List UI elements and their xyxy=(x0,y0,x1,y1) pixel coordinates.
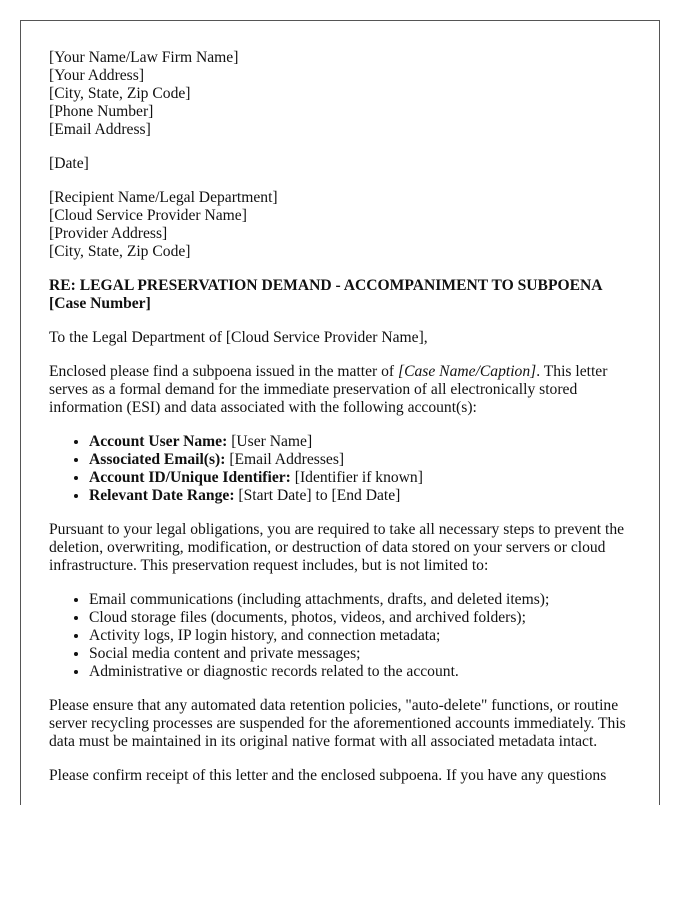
account-item-label: Account ID/Unique Identifier: xyxy=(89,469,291,486)
list-item: • Cloud storage files (documents, photos, videos, and archived folders); xyxy=(89,609,639,627)
list-item xyxy=(89,469,639,487)
list-item: • Email communications (including attachments, drafts, and deleted items); xyxy=(89,591,639,609)
account-item-label: Account User Name: xyxy=(89,433,228,450)
list-item xyxy=(89,451,639,469)
salutation: To the Legal Department of [Cloud Service Provider Name], xyxy=(49,329,428,346)
list-item: • Activity logs, IP login history, and connection metadata; xyxy=(89,627,639,645)
letter-page xyxy=(20,20,660,805)
intro-text-after: . This letter serves as a formal demand for the immediate preservation of all electronically stored information (ESI) and data associated with the following account(s): xyxy=(49,363,608,416)
closing-paragraph: Please confirm receipt of this letter and the enclosed subpoena. If you have any questions xyxy=(49,767,607,784)
list-item: • Social media content and private messages; xyxy=(89,645,639,663)
account-list xyxy=(49,433,639,505)
sender-block xyxy=(49,49,639,139)
list-item: • Administrative or diagnostic records related to the account. xyxy=(89,663,639,681)
account-item-value: [User Name] xyxy=(227,433,313,450)
letter-date: [Date] xyxy=(49,155,89,172)
account-item-value: [Email Addresses] xyxy=(225,451,345,468)
sender-city-state-zip: [City, State, Zip Code] xyxy=(49,85,191,102)
re-line: RE: LEGAL PRESERVATION DEMAND - ACCOMPANIMENT TO SUBPOENA [Case Number] xyxy=(49,277,602,312)
account-item-value: [Identifier if known] xyxy=(290,469,423,486)
case-caption: [Case Name/Caption] xyxy=(398,363,537,380)
recipient-block xyxy=(49,189,639,261)
recipient-city-state-zip: [City, State, Zip Code] xyxy=(49,243,191,260)
sender-phone: [Phone Number] xyxy=(49,103,154,120)
list-item xyxy=(89,433,639,451)
sender-name: [Your Name/Law Firm Name] xyxy=(49,49,239,66)
recipient-name: [Recipient Name/Legal Department] xyxy=(49,189,278,206)
retention-paragraph: Please ensure that any automated data retention policies, "auto-delete" functions, or routine server recycling processes are suspended for the aforementioned accounts immediately. This data must be maintained in its original native format with all associated metadata intact. xyxy=(49,697,626,750)
account-item-label: Associated Email(s): xyxy=(89,451,226,468)
obligations-paragraph: Pursuant to your legal obligations, you are required to take all necessary steps to prevent the deletion, overwriting, modification, or destruction of data stored on your servers or cloud infrastructure. This preservation request includes, but is not limited to: xyxy=(49,521,625,574)
data-types-list xyxy=(49,591,639,681)
intro-text-before: Enclosed please find a subpoena issued in the matter of xyxy=(49,363,399,380)
account-item-value: [Start Date] to [End Date] xyxy=(234,487,401,504)
intro-paragraph xyxy=(49,363,639,417)
list-item xyxy=(89,487,639,505)
recipient-address: [Provider Address] xyxy=(49,225,168,242)
sender-email: [Email Address] xyxy=(49,121,151,138)
sender-address: [Your Address] xyxy=(49,67,145,84)
letter-body xyxy=(49,49,639,785)
recipient-provider: [Cloud Service Provider Name] xyxy=(49,207,247,224)
account-item-label: Relevant Date Range: xyxy=(89,487,235,504)
